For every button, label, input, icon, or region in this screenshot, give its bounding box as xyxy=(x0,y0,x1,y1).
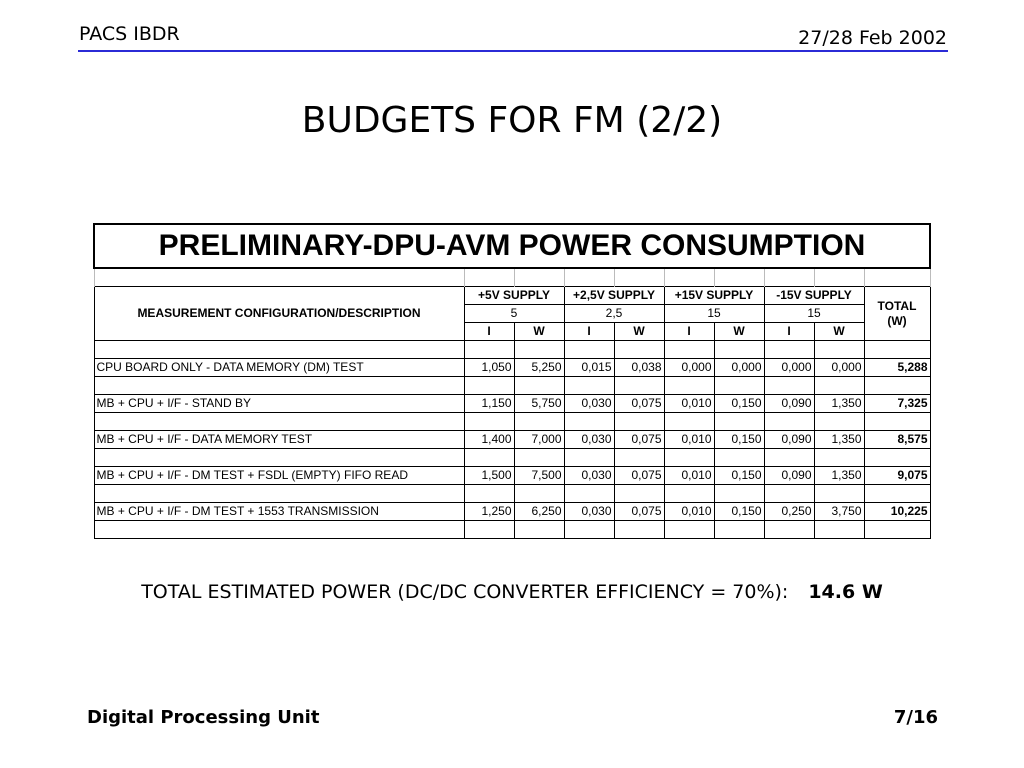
blank-cell xyxy=(614,485,664,503)
current-cell: 1,250 xyxy=(464,503,514,521)
blank-cell xyxy=(514,485,564,503)
current-cell: 0,010 xyxy=(664,395,714,413)
row-description: CPU BOARD ONLY - DATA MEMORY (DM) TEST xyxy=(94,359,464,377)
header-date: 27/28 Feb 2002 xyxy=(798,27,947,49)
blank-cell xyxy=(614,449,664,467)
blank-cell xyxy=(464,521,514,539)
table-row xyxy=(94,395,930,413)
watt-cell: 5,250 xyxy=(514,359,564,377)
supply-voltage: 2,5 xyxy=(564,305,664,323)
blank-cell xyxy=(714,449,764,467)
current-cell: 0,000 xyxy=(764,359,814,377)
page-number: 7/16 xyxy=(893,707,938,728)
watt-cell: 0,075 xyxy=(614,431,664,449)
row-total: 8,575 xyxy=(864,431,930,449)
supply-voltage: 5 xyxy=(464,305,564,323)
watt-column-header: W xyxy=(714,323,764,341)
watt-column-header: W xyxy=(814,323,864,341)
blank-cell xyxy=(764,521,814,539)
current-column-header: I xyxy=(764,323,814,341)
blank-cell xyxy=(764,449,814,467)
current-cell: 1,400 xyxy=(464,431,514,449)
blank-cell xyxy=(864,521,930,539)
blank-row xyxy=(94,449,930,467)
blank-cell xyxy=(514,377,564,395)
table-row xyxy=(94,503,930,521)
watt-cell: 0,075 xyxy=(614,503,664,521)
watt-cell: 6,250 xyxy=(514,503,564,521)
current-cell: 0,090 xyxy=(764,431,814,449)
blank-cell xyxy=(664,485,714,503)
current-column-header: I xyxy=(464,323,514,341)
slide-title: BUDGETS FOR FM (2/2) xyxy=(301,100,723,141)
power-table-container xyxy=(93,223,931,539)
blank-cell xyxy=(94,341,464,359)
watt-cell: 7,000 xyxy=(514,431,564,449)
current-cell: 0,000 xyxy=(664,359,714,377)
total-column-header xyxy=(864,287,930,341)
current-column-header: I xyxy=(664,323,714,341)
watt-cell: 0,000 xyxy=(714,359,764,377)
current-cell: 0,030 xyxy=(564,395,614,413)
watt-column-header: W xyxy=(514,323,564,341)
blank-cell xyxy=(564,485,614,503)
total-estimate-value: 14.6 W xyxy=(808,581,883,603)
current-cell: 0,090 xyxy=(764,395,814,413)
blank-cell xyxy=(614,377,664,395)
blank-cell xyxy=(714,485,764,503)
blank-cell xyxy=(514,341,564,359)
row-description: MB + CPU + I/F - DATA MEMORY TEST xyxy=(94,431,464,449)
supply-voltage: 15 xyxy=(664,305,764,323)
table-row xyxy=(94,359,930,377)
blank-cell xyxy=(564,449,614,467)
power-consumption-table xyxy=(93,223,931,539)
blank-cell xyxy=(564,377,614,395)
blank-cell xyxy=(814,341,864,359)
spacer-row xyxy=(94,268,930,287)
blank-cell xyxy=(764,413,814,431)
blank-row xyxy=(94,413,930,431)
blank-cell xyxy=(814,449,864,467)
blank-cell xyxy=(464,377,514,395)
supply-name-header: +2,5V SUPPLY xyxy=(564,287,664,305)
table-row xyxy=(94,431,930,449)
blank-cell xyxy=(514,521,564,539)
watt-cell: 5,750 xyxy=(514,395,564,413)
blank-cell xyxy=(714,377,764,395)
blank-cell xyxy=(94,485,464,503)
watt-cell: 0,038 xyxy=(614,359,664,377)
blank-cell xyxy=(664,341,714,359)
current-column-header: I xyxy=(564,323,614,341)
blank-cell xyxy=(814,377,864,395)
supply-voltage: 15 xyxy=(764,305,864,323)
blank-cell xyxy=(664,413,714,431)
current-cell: 0,030 xyxy=(564,431,614,449)
blank-cell xyxy=(564,341,614,359)
header-divider xyxy=(78,50,948,52)
watt-cell: 1,350 xyxy=(814,395,864,413)
watt-cell: 0,150 xyxy=(714,467,764,485)
current-cell: 0,030 xyxy=(564,467,614,485)
blank-cell xyxy=(864,341,930,359)
supply-name-header: +15V SUPPLY xyxy=(664,287,764,305)
current-cell: 1,050 xyxy=(464,359,514,377)
watt-cell: 0,000 xyxy=(814,359,864,377)
blank-cell xyxy=(564,521,614,539)
blank-cell xyxy=(94,521,464,539)
watt-cell: 1,350 xyxy=(814,431,864,449)
blank-cell xyxy=(864,413,930,431)
watt-cell: 0,150 xyxy=(714,431,764,449)
row-total: 7,325 xyxy=(864,395,930,413)
current-cell: 0,010 xyxy=(664,503,714,521)
header-title: PACS IBDR xyxy=(79,23,180,45)
blank-cell xyxy=(664,377,714,395)
blank-cell xyxy=(564,413,614,431)
row-total: 5,288 xyxy=(864,359,930,377)
blank-cell xyxy=(764,377,814,395)
blank-cell xyxy=(464,413,514,431)
blank-cell xyxy=(814,521,864,539)
row-description: MB + CPU + I/F - STAND BY xyxy=(94,395,464,413)
blank-cell xyxy=(94,413,464,431)
blank-cell xyxy=(94,377,464,395)
blank-row xyxy=(94,341,930,359)
current-cell: 0,250 xyxy=(764,503,814,521)
current-cell: 0,015 xyxy=(564,359,614,377)
watt-column-header: W xyxy=(614,323,664,341)
row-total: 9,075 xyxy=(864,467,930,485)
watt-cell: 0,075 xyxy=(614,395,664,413)
blank-cell xyxy=(614,413,664,431)
watt-cell: 7,500 xyxy=(514,467,564,485)
desc-column-header: MEASUREMENT CONFIGURATION/DESCRIPTION xyxy=(94,287,464,341)
blank-cell xyxy=(714,413,764,431)
blank-row xyxy=(94,377,930,395)
blank-row xyxy=(94,521,930,539)
total-header-unit: (W) xyxy=(887,313,907,328)
watt-cell: 0,150 xyxy=(714,395,764,413)
watt-cell: 1,350 xyxy=(814,467,864,485)
supply-name-header: -15V SUPPLY xyxy=(764,287,864,305)
blank-cell xyxy=(764,341,814,359)
blank-cell xyxy=(714,341,764,359)
watt-cell: 3,750 xyxy=(814,503,864,521)
blank-cell xyxy=(714,521,764,539)
supply-name-header: +5V SUPPLY xyxy=(464,287,564,305)
row-total: 10,225 xyxy=(864,503,930,521)
watt-cell: 0,075 xyxy=(614,467,664,485)
blank-cell xyxy=(514,413,564,431)
current-cell: 0,090 xyxy=(764,467,814,485)
blank-cell xyxy=(764,485,814,503)
watt-cell: 0,150 xyxy=(714,503,764,521)
blank-cell xyxy=(814,485,864,503)
blank-cell xyxy=(864,449,930,467)
blank-cell xyxy=(464,485,514,503)
current-cell: 0,010 xyxy=(664,431,714,449)
current-cell: 0,030 xyxy=(564,503,614,521)
blank-cell xyxy=(464,449,514,467)
blank-row xyxy=(94,485,930,503)
row-description: MB + CPU + I/F - DM TEST + FSDL (EMPTY) FIFO READ xyxy=(94,467,464,485)
total-header-label: TOTAL xyxy=(877,298,917,313)
table-caption: PRELIMINARY-DPU-AVM POWER CONSUMPTION xyxy=(94,224,930,268)
row-description: MB + CPU + I/F - DM TEST + 1553 TRANSMISSION xyxy=(94,503,464,521)
blank-cell xyxy=(514,449,564,467)
blank-cell xyxy=(864,377,930,395)
blank-cell xyxy=(814,413,864,431)
blank-cell xyxy=(664,449,714,467)
current-cell: 1,150 xyxy=(464,395,514,413)
blank-cell xyxy=(94,449,464,467)
total-estimate xyxy=(0,581,1024,603)
blank-cell xyxy=(864,485,930,503)
total-estimate-label: TOTAL ESTIMATED POWER (DC/DC CONVERTER EFFICIENCY = 70%): xyxy=(141,581,789,603)
blank-cell xyxy=(614,341,664,359)
blank-cell xyxy=(614,521,664,539)
blank-cell xyxy=(464,341,514,359)
blank-cell xyxy=(664,521,714,539)
current-cell: 0,010 xyxy=(664,467,714,485)
footer-title: Digital Processing Unit xyxy=(87,707,320,728)
table-row xyxy=(94,467,930,485)
current-cell: 1,500 xyxy=(464,467,514,485)
